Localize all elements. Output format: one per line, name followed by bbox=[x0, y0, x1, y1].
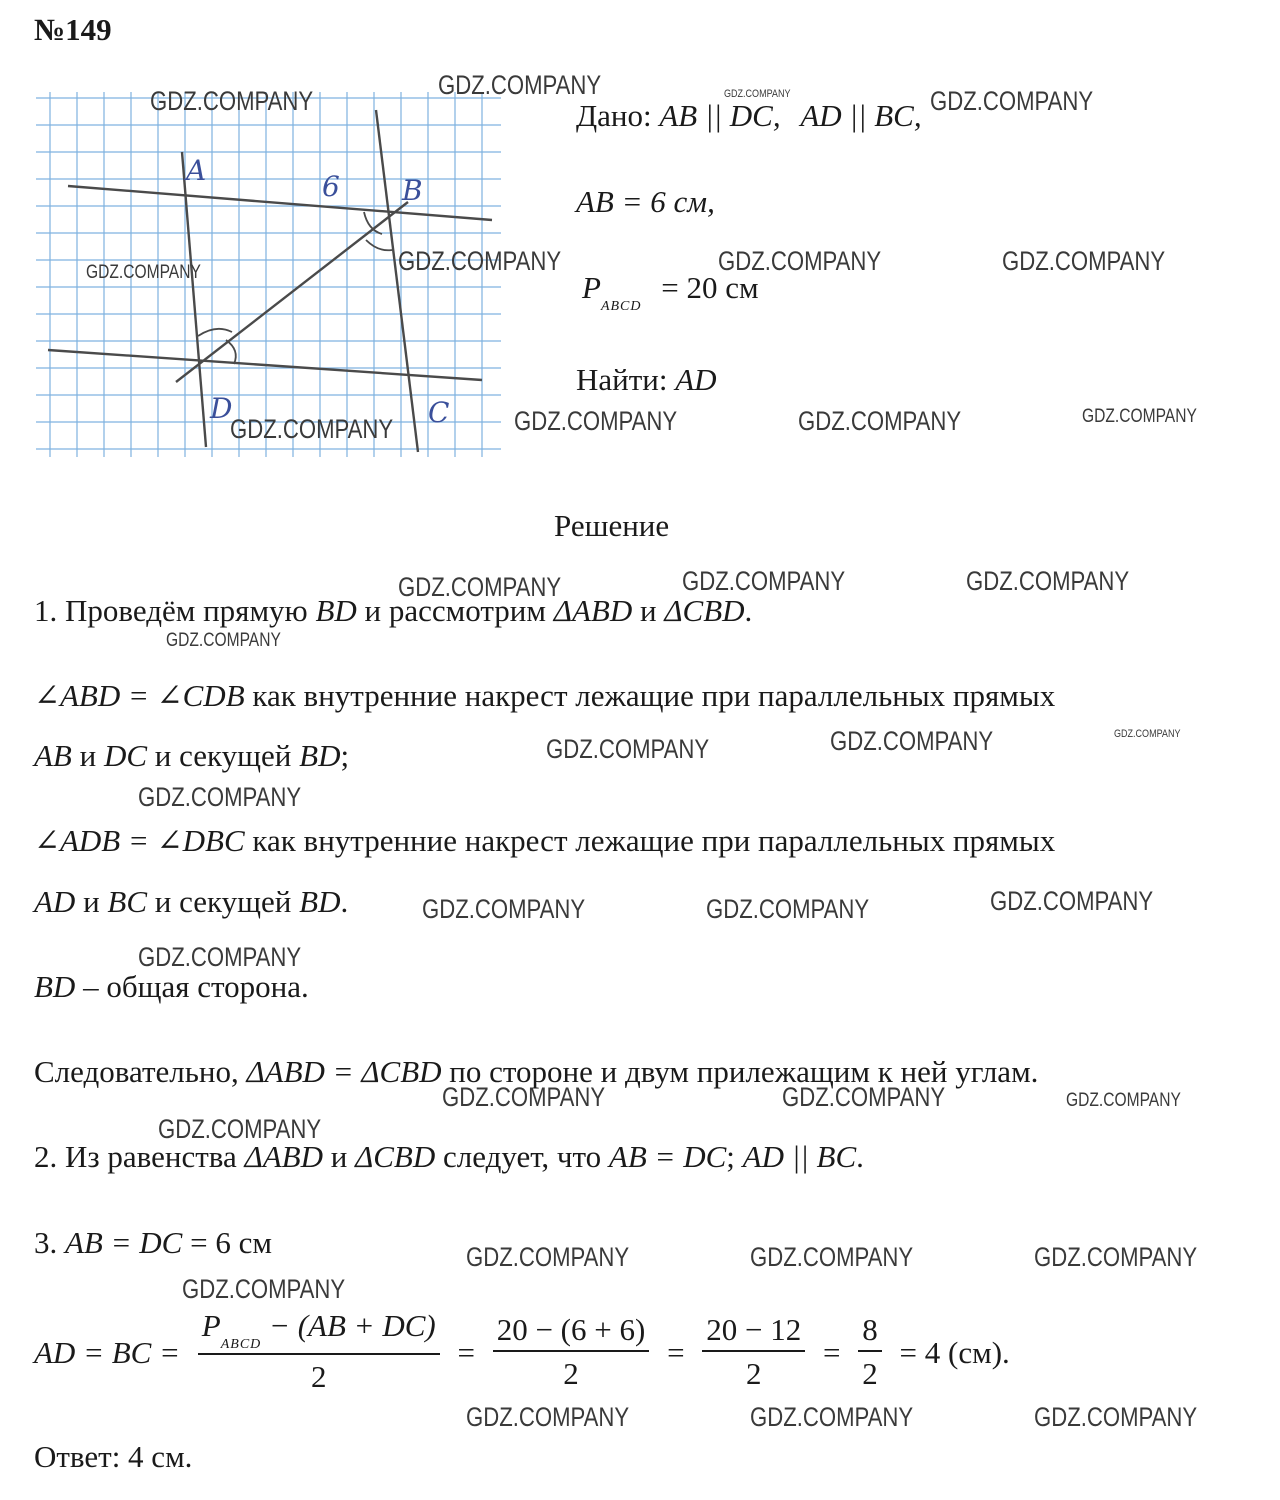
watermark: GDZ.COMPANY bbox=[158, 1114, 322, 1144]
given-parallel-2: AD || BC, bbox=[800, 98, 922, 133]
watermark: GDZ.COMPANY bbox=[782, 1082, 946, 1112]
angle2-line: ∠ADB = ∠DBC как внутренние накрест лежащие при параллельных прямых bbox=[34, 823, 1056, 858]
watermark: GDZ.COMPANY bbox=[706, 894, 870, 924]
fraction-1: $\frac{P_{ABCD} - (AB + DC)}{2}$ bbox=[198, 1306, 440, 1399]
fraction-2: $\frac{20 - (6 + 6)}{2}$ bbox=[493, 1310, 650, 1396]
step3: 3. AB = DC = 6 см bbox=[34, 1225, 272, 1260]
given-ab-length: AB = 6 см, bbox=[576, 184, 715, 219]
watermark: GDZ.COMPANY bbox=[830, 726, 994, 756]
watermark: GDZ.COMPANY bbox=[546, 734, 710, 764]
watermark: GDZ.COMPANY bbox=[1066, 1090, 1181, 1111]
watermark: GDZ.COMPANY bbox=[750, 1242, 914, 1272]
line-bc bbox=[376, 110, 418, 452]
watermark: GDZ.COMPANY bbox=[1034, 1402, 1198, 1432]
watermark: GDZ.COMPANY bbox=[798, 406, 962, 436]
label-a: A bbox=[186, 154, 207, 187]
perimeter-sub: ABCD bbox=[600, 299, 642, 314]
solution-heading: Решение bbox=[554, 508, 670, 543]
find-value: AD bbox=[675, 362, 717, 397]
watermark: GDZ.COMPANY bbox=[466, 1402, 630, 1432]
label-six: 6 bbox=[322, 170, 340, 203]
angle-arc-b2 bbox=[366, 240, 392, 250]
watermark: GDZ.COMPANY bbox=[930, 86, 1094, 116]
given-parallel-1: AB || DC, bbox=[659, 98, 781, 133]
problem-number: №149 bbox=[34, 12, 112, 47]
watermark: GDZ.COMPANY bbox=[1082, 406, 1197, 427]
line-dc bbox=[48, 350, 482, 380]
angle2-line2: AD и BC и секущей BD. bbox=[34, 884, 349, 919]
label-d: D bbox=[210, 392, 233, 425]
watermark: GDZ.COMPANY bbox=[398, 246, 562, 276]
watermark: GDZ.COMPANY bbox=[514, 406, 678, 436]
watermark: GDZ.COMPANY bbox=[1002, 246, 1166, 276]
angle1-line2: AB и DC и секущей BD; bbox=[34, 738, 350, 773]
watermark: GDZ.COMPANY bbox=[86, 262, 201, 283]
fraction-3: $\frac{20 - 12}{2}$ bbox=[702, 1310, 805, 1396]
label-c: C bbox=[428, 396, 450, 429]
watermark: GDZ.COMPANY bbox=[182, 1274, 346, 1304]
given-label: Дано: bbox=[576, 98, 652, 133]
watermark: GDZ.COMPANY bbox=[724, 88, 791, 100]
watermark: GDZ.COMPANY bbox=[138, 782, 302, 812]
perimeter-symbol: P bbox=[582, 270, 601, 305]
watermark: GDZ.COMPANY bbox=[398, 572, 562, 602]
step1-intro: 1. Проведём прямую BD и рассмотрим ΔABD и ΔCBD. bbox=[34, 593, 753, 628]
angle-arc-d2 bbox=[226, 340, 236, 364]
fraction-4: $\frac{8}{2}$ bbox=[858, 1310, 882, 1396]
watermark: GDZ.COMPANY bbox=[138, 942, 302, 972]
watermark: GDZ.COMPANY bbox=[718, 246, 882, 276]
watermark: GDZ.COMPANY bbox=[682, 566, 846, 596]
answer: Ответ: 4 см. bbox=[34, 1439, 193, 1474]
watermark: GDZ.COMPANY bbox=[442, 1082, 606, 1112]
label-b: B bbox=[402, 174, 423, 207]
conclusion: Следовательно, ΔABD = ΔCBD по стороне и двум прилежащим к ней углам. bbox=[34, 1054, 1039, 1089]
given-line-1 bbox=[576, 98, 922, 134]
watermark: GDZ.COMPANY bbox=[422, 894, 586, 924]
watermark: GDZ.COMPANY bbox=[150, 86, 314, 116]
watermark: GDZ.COMPANY bbox=[966, 566, 1130, 596]
watermark: GDZ.COMPANY bbox=[990, 886, 1154, 916]
watermark: GDZ.COMPANY bbox=[230, 414, 394, 444]
watermark: GDZ.COMPANY bbox=[1034, 1242, 1198, 1272]
angle-arc-d bbox=[198, 329, 232, 336]
watermark: GDZ.COMPANY bbox=[750, 1402, 914, 1432]
formula-result: = 4 (см). bbox=[899, 1334, 1010, 1370]
watermark: GDZ.COMPANY bbox=[466, 1242, 630, 1272]
watermark: GDZ.COMPANY bbox=[166, 630, 281, 651]
perimeter-value: = 20 см bbox=[661, 270, 759, 305]
angle1-line: ∠ABD = ∠CDB как внутренние накрест лежащие при параллельных прямых bbox=[34, 678, 1056, 713]
watermark: GDZ.COMPANY bbox=[438, 70, 602, 100]
find-label: Найти: bbox=[576, 362, 668, 397]
common-side: BD – общая сторона. bbox=[34, 969, 309, 1004]
watermark: GDZ.COMPANY bbox=[1114, 728, 1181, 740]
formula: AD = BC = $\frac{P_{ABCD} - (AB + DC)}{2}$ = $\frac{20 - (6 + 6)}{2}$ = $\frac{20 - 12}{2}$ = $\frac{8}{2}$ = 4 (см). bbox=[34, 1306, 1020, 1399]
given-find bbox=[576, 362, 717, 398]
formula-lhs: AD = BC = bbox=[34, 1334, 181, 1370]
step2: 2. Из равенства ΔABD и ΔCBD следует, что AB = DC; AD || BC. bbox=[34, 1139, 864, 1174]
